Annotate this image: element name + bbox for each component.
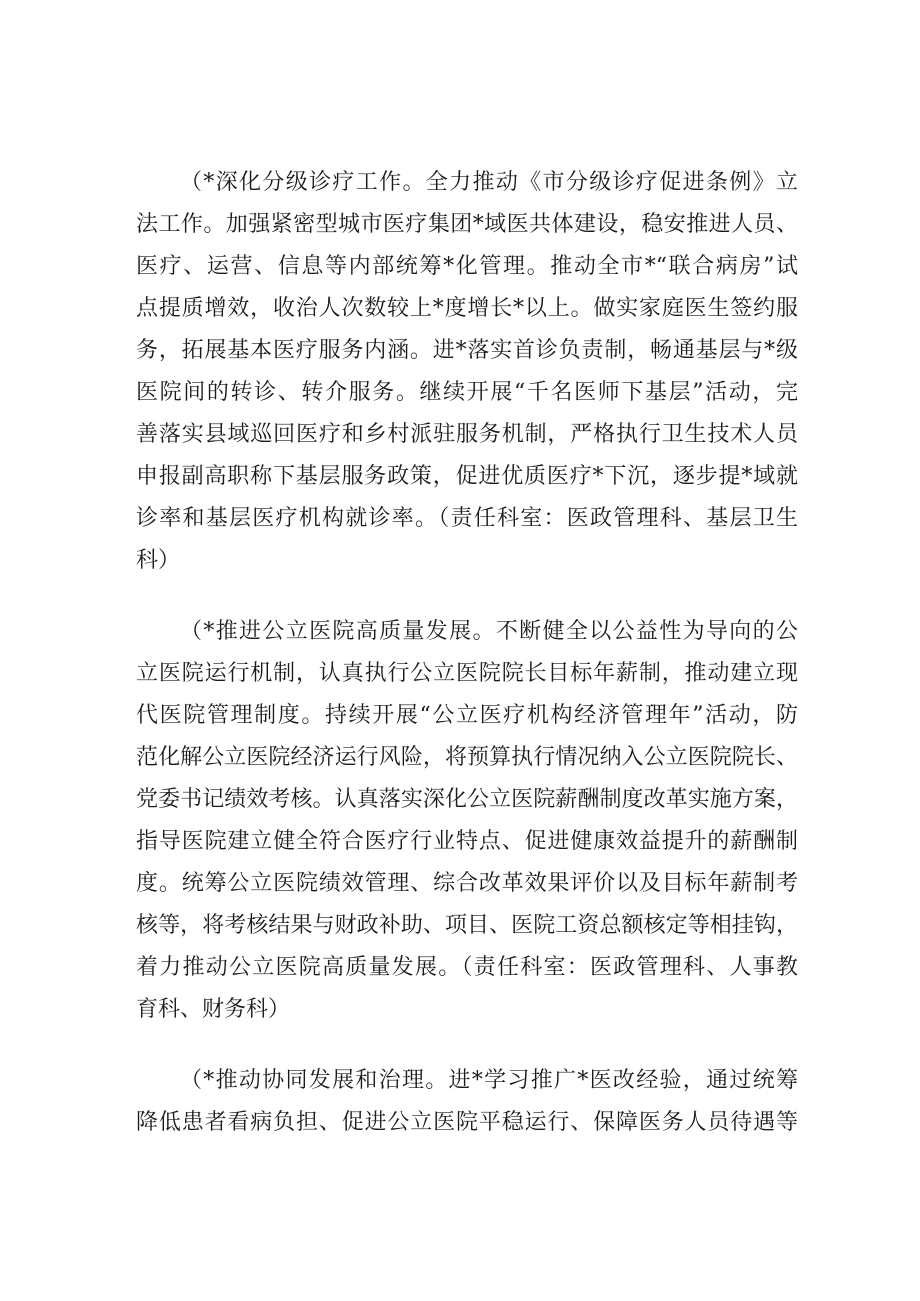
text-line: 科）: [136, 548, 181, 573]
text-line: 点提质增效，收治人次数较上*度增长*以上。做实家庭医生签约服: [136, 296, 798, 321]
text-line: 务，拓展基本医疗服务内涵。进*落实首诊负责制，畅通基层与*级: [136, 338, 798, 363]
text-line: 医疗、运营、信息等内部统筹*化管理。推动全市*“联合病房”试: [136, 254, 798, 279]
text-line: 善落实县域巡回医疗和乡村派驻服务机制，严格执行卫生技术人员: [136, 422, 798, 447]
text-line: 申报副高职称下基层服务政策，促进优质医疗*下沉，逐步提*域就: [136, 464, 798, 489]
paragraph-public-hospital-development: [136, 611, 798, 1031]
text-line: 核等，将考核结果与财政补助、项目、医院工资总额核定等相挂钩，: [136, 913, 798, 938]
text-line: 降低患者看病负担、促进公立医院平稳运行、保障医务人员待遇等: [136, 1110, 798, 1135]
text-line: 党委书记绩效考核。认真落实深化公立医院薪酬制度改革实施方案，: [136, 787, 798, 812]
text-line: （*推动协同发展和治理。进*学习推广*医改经验，通过统筹: [180, 1068, 798, 1093]
text-line: 育科、财务科）: [136, 997, 291, 1022]
text-line: 范化解公立医院经济运行风险，将预算执行情况纳入公立医院院长、: [136, 745, 798, 770]
text-line: （*深化分级诊疗工作。全力推动《市分级诊疗促进条例》立: [180, 170, 798, 195]
text-line: 医院间的转诊、转介服务。继续开展“千名医师下基层”活动，完: [136, 380, 798, 405]
text-line: （*推进公立医院高质量发展。不断健全以公益性为导向的公: [180, 619, 798, 644]
text-line: 度。统筹公立医院绩效管理、综合改革效果评价以及目标年薪制考: [136, 871, 798, 896]
text-line: 代医院管理制度。持续开展“公立医疗机构经济管理年”活动，防: [136, 703, 798, 728]
text-line: 指导医院建立健全符合医疗行业特点、促进健康效益提升的薪酬制: [136, 829, 798, 854]
text-line: 着力推动公立医院高质量发展。（责任科室：医政管理科、人事教: [136, 955, 798, 980]
text-line: 诊率和基层医疗机构就诊率。（责任科室：医政管理科、基层卫生: [136, 506, 798, 531]
document-body: [136, 162, 798, 1144]
paragraph-tiered-diagnosis: [136, 162, 798, 582]
paragraph-coordinated-governance: [136, 1060, 798, 1144]
text-line: 立医院运行机制，认真执行公立医院院长目标年薪制，推动建立现: [136, 661, 798, 686]
text-line: 法工作。加强紧密型城市医疗集团*域医共体建设，稳安推进人员、: [136, 212, 798, 237]
